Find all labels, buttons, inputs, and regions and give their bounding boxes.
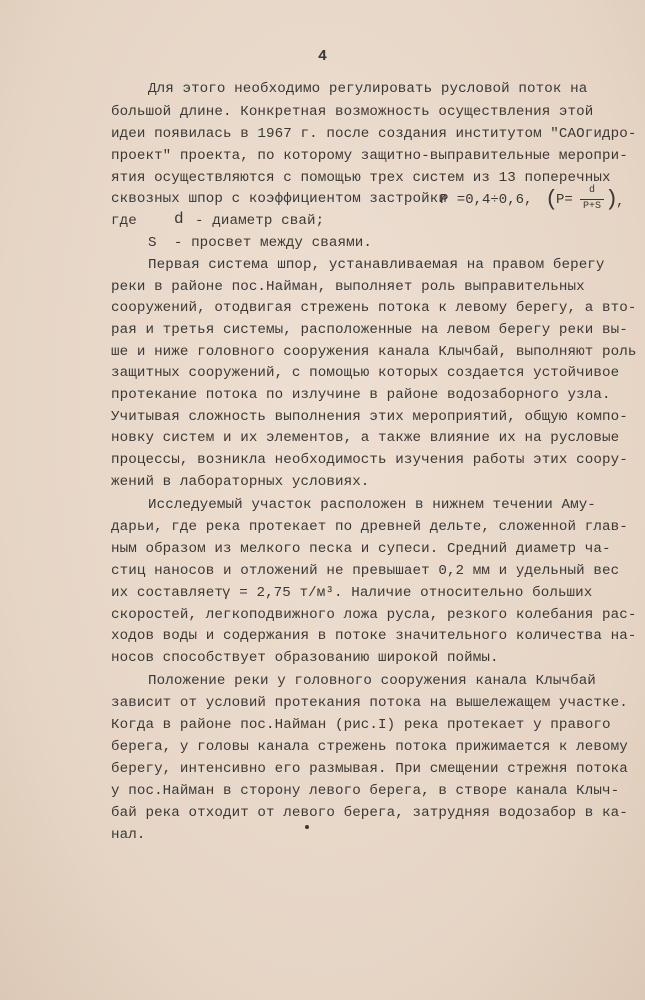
fraction-numerator: d <box>588 185 595 196</box>
formula-paren-open: ( <box>545 187 559 212</box>
text-line: где <box>111 213 137 229</box>
text-line: проект" проекта, по которому защитно-выправительные меропри- <box>111 148 628 164</box>
formula-paren-close: ) <box>605 187 619 212</box>
text-line: Когда в районе пос.Найман (рис.I) река протекает у правого <box>111 717 611 733</box>
text-line: процессы, возникла необходимость изучения работы этих соору- <box>111 452 628 468</box>
formula-comma: , <box>616 194 625 210</box>
text-line: у пос.Найман в сторону левого берега, в створе канала Клыч- <box>111 783 620 799</box>
text-line: дарьи, где река протекает по древней дельте, сложенной глав- <box>111 519 628 535</box>
text-line: скоростей, легкоподвижного ложа русла, резкого колебания рас- <box>111 607 637 623</box>
text-line: Первая система шпор, устанавливаемая на правом берегу <box>148 257 605 273</box>
fraction-denominator: P+S <box>582 201 601 212</box>
text-line: новку систем и их элементов, а также влияние их на русловые <box>111 430 620 446</box>
text-line: ятия осуществляются с помощью трех систем из 13 поперечных <box>111 170 611 186</box>
text-line: ходов воды и содержания в потоке значительного количества на- <box>111 628 637 644</box>
text-line: стиц наносов и отложений не превышает 0,2 мм и удельный вес <box>111 563 620 579</box>
d-definition: - диаметр свай; <box>195 213 325 229</box>
text-line: Учитывая сложность выполнения этих мероприятий, общую компо- <box>111 409 628 425</box>
text-line: сооружений, отодвигая стрежень потока к левому берегу, а вто- <box>111 300 637 316</box>
text-line: сквозных шпор с коэффициентом застройки <box>111 191 447 207</box>
text-line: Положение реки у головного сооружения канала Клычбай <box>148 673 596 689</box>
text-line: Для этого необходимо регулировать русловой поток на <box>148 81 588 97</box>
text-line: ше и ниже головного сооружения канала Клычбай, выполняют роль <box>111 344 637 360</box>
ink-dot <box>305 825 309 829</box>
text-line: их составляет <box>111 585 223 601</box>
text-line: бай река отходит от левого берега, затрудняя водозабор в ка- <box>111 805 628 821</box>
text-line: протекание потока по излучине в районе водозаборного узла. <box>111 387 611 403</box>
text-line: защитных сооружений, с помощью которых создается устойчивое <box>111 365 620 381</box>
text-line: S - просвет между сваями. <box>148 235 372 251</box>
text-line: рая и третья системы, расположенные на левом берегу реки вы- <box>111 322 628 338</box>
coefficient-formula: P =0,4÷0,6, <box>440 192 533 208</box>
text-line: идеи появилась в 1967 г. после создания институтом "САОгидро- <box>111 126 637 142</box>
text-line: ным образом из мелкого песка и супеси. Средний диаметр ча- <box>111 541 611 557</box>
text-line: нал. <box>111 827 146 843</box>
text-line: берегу, интенсивно его размывая. При смещении стрежня потока <box>111 761 628 777</box>
text-line: зависит от условий протекания потока на вышележащем участке. <box>111 695 628 711</box>
gamma-formula-line: γ = 2,75 т/м³. Наличие относительно больших <box>222 585 593 601</box>
text-line: реки в районе пос.Найман, выполняет роль выправительных <box>111 279 585 295</box>
page-number: 4 <box>317 48 327 65</box>
text-line: большой длине. Конкретная возможность осуществления этой <box>111 104 594 120</box>
text-line: жений в лабораторных условиях. <box>111 474 370 490</box>
d-symbol: d <box>174 210 184 228</box>
formula-p-eq: P= <box>556 192 573 208</box>
text-line: берега, у головы канала стрежень потока прижимается к левому <box>111 739 628 755</box>
fraction-bar <box>580 199 604 200</box>
text-line: носов способствует образованию широкой поймы. <box>111 650 499 666</box>
text-line: Исследуемый участок расположен в нижнем течении Аму- <box>148 497 596 513</box>
